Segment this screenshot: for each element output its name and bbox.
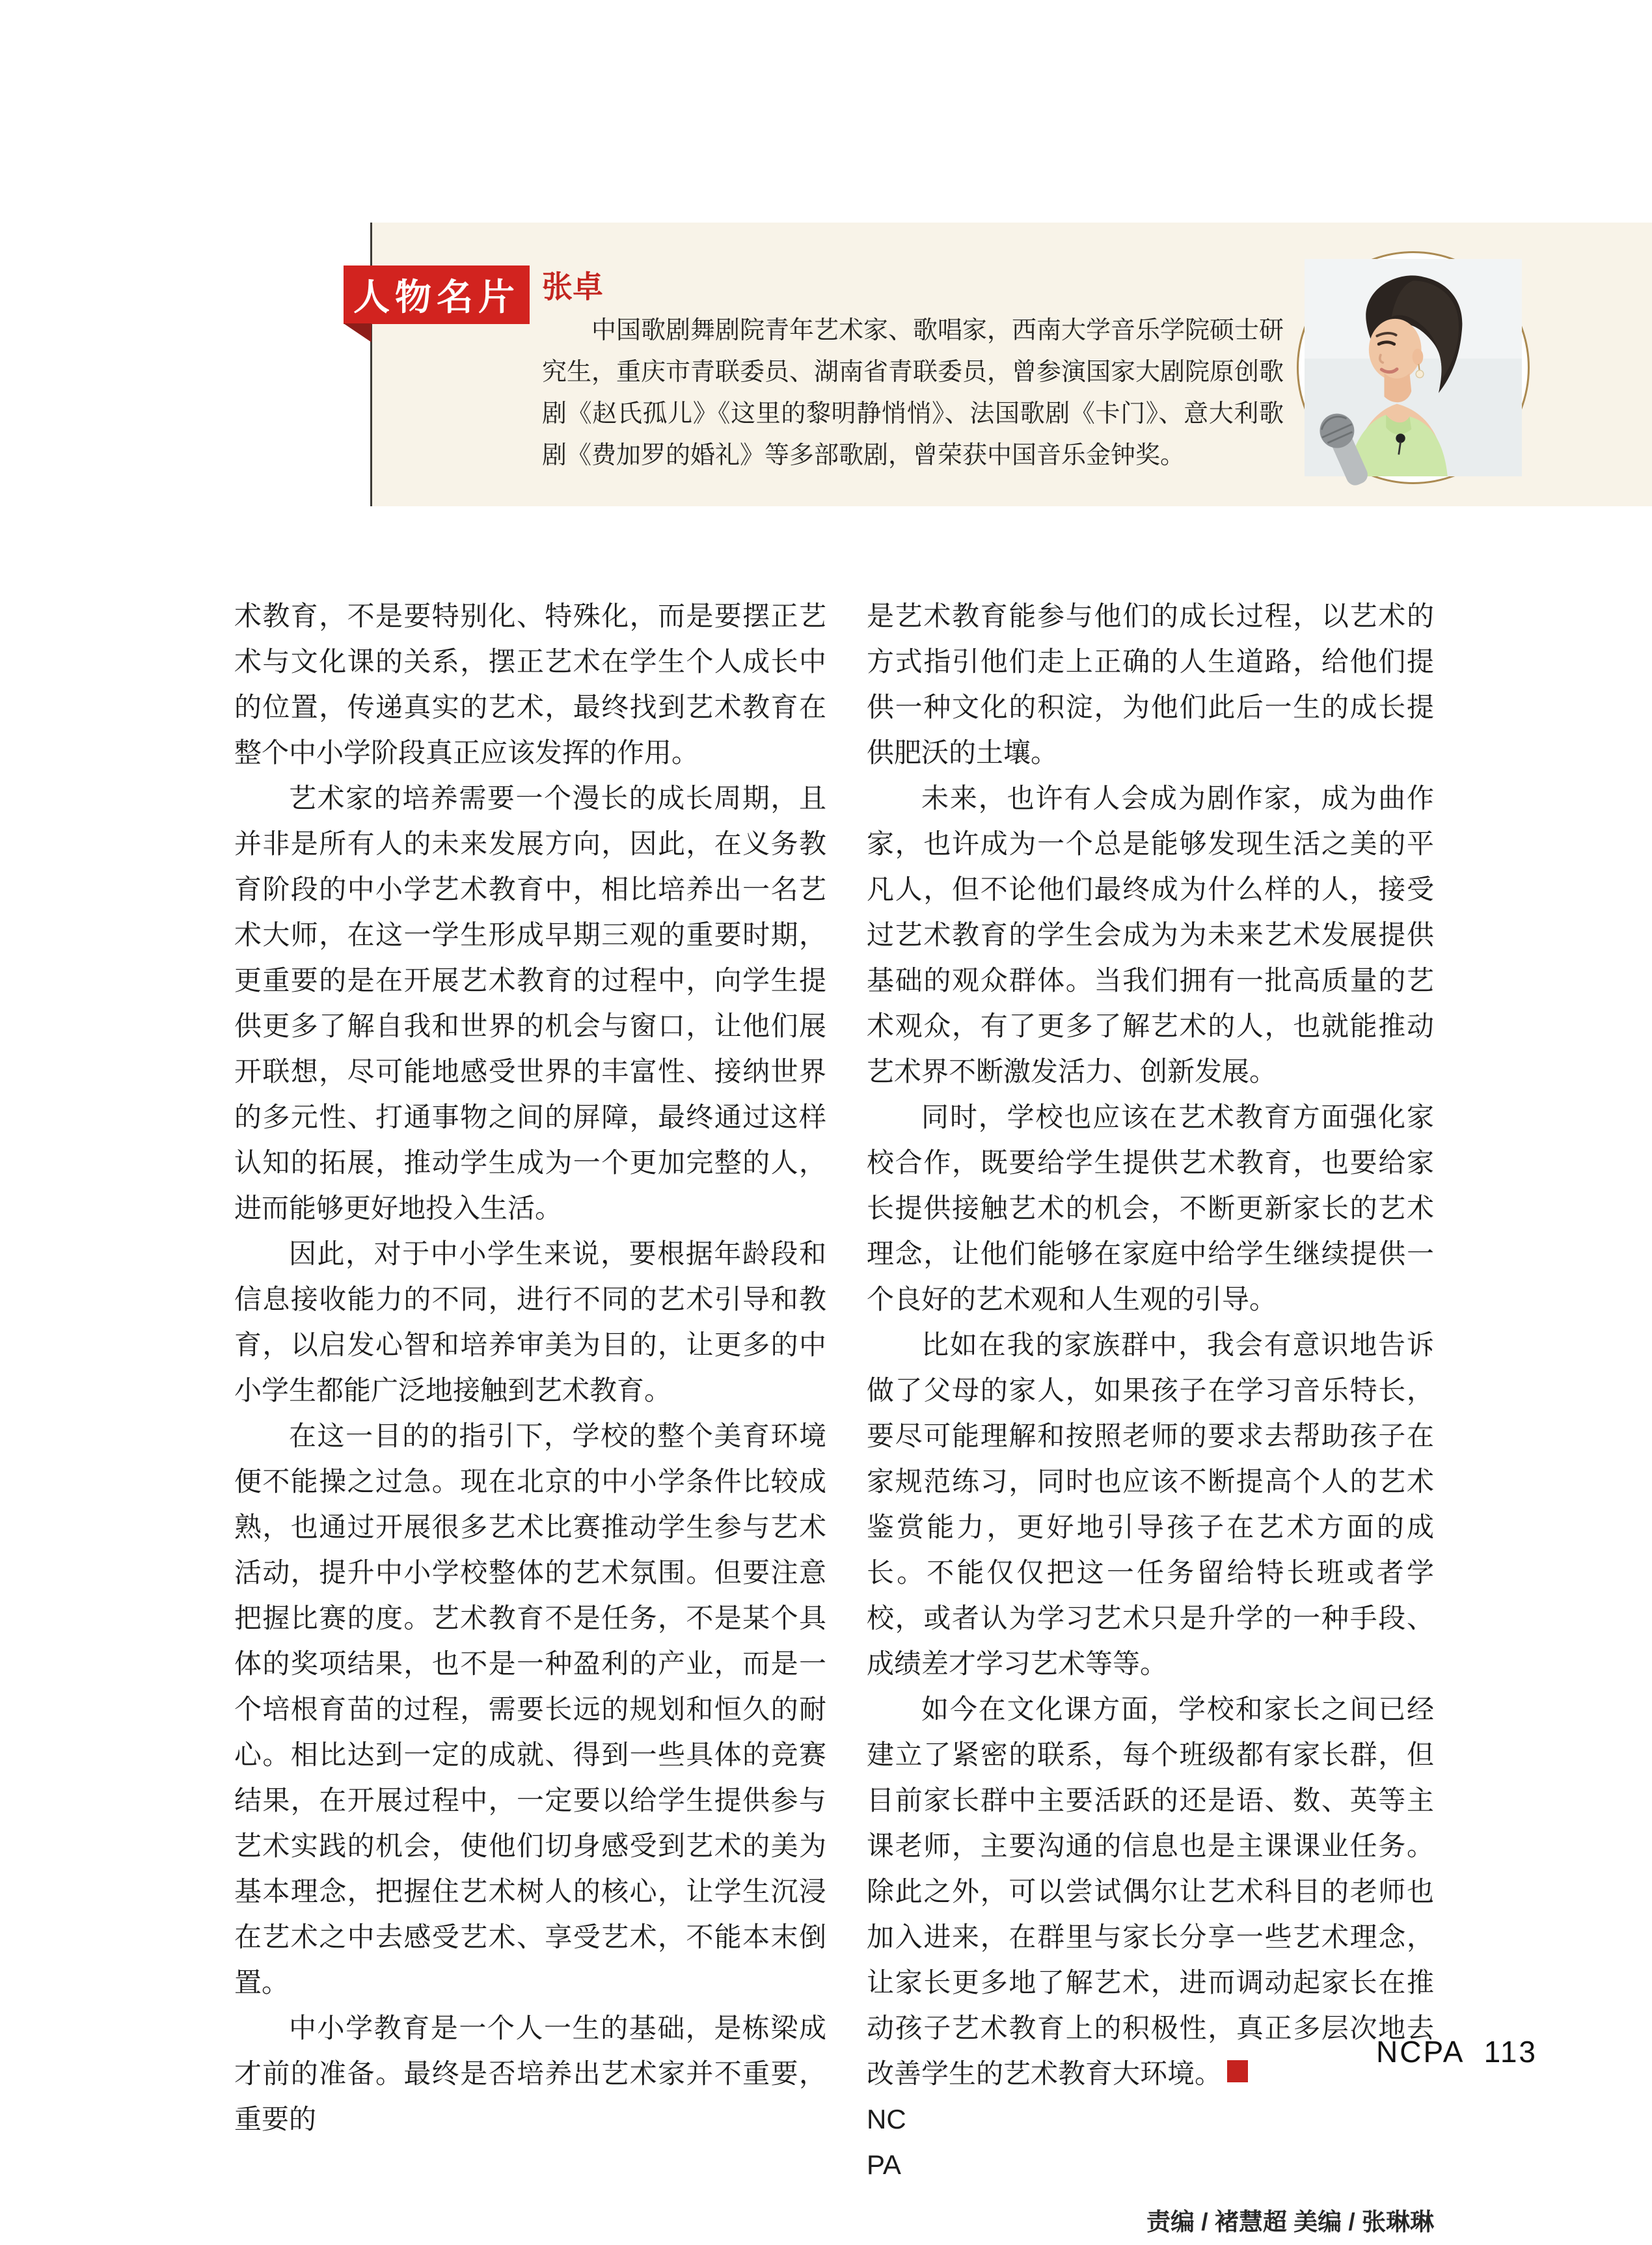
profile-photo-frame	[1297, 251, 1530, 484]
paragraph: 术教育，不是要特别化、特殊化，而是要摆正艺术与文化课的关系，摆正艺术在学生个人成长中的位置，传递真实的艺术，最终找到艺术教育在整个中小学阶段真正应该发挥的作用。	[234, 601, 826, 768]
portrait-illustration	[1305, 259, 1522, 476]
ribbon-label: 人物名片	[353, 277, 520, 318]
profile-card-ribbon	[344, 265, 530, 324]
ncpa-end-mark-icon	[1227, 2060, 1248, 2082]
paragraph-text: 如今在文化课方面，学校和家长之间已经建立了紧密的联系，每个班级都有家长群，但目前家长群中主要活跃的还是语、数、英等主课老师，主要沟通的信息也是主课课业任务。除此之外，可以尝试偶尔让艺术科目的老师也加入进来，在群里与家长分享一些艺术理念，让家长更多地了解艺术，进而调动起家长在推动孩子艺术教育上的积极性，真正多层次地去改善学生的艺术教育大环境。	[867, 1694, 1434, 2089]
profile-bio: 中国歌剧舞剧院青年艺术家、歌唱家，西南大学音乐学院硕士研究生，重庆市青联委员、湖南省青联委员，曾参演国家大剧院原创歌剧《赵氏孤儿》《这里的黎明静悄悄》、法国歌剧《卡门》、意大利歌剧《费加罗的婚礼》等多部歌剧，曾荣获中国音乐金钟奖。	[542, 317, 1284, 469]
paragraph: 因此，对于中小学生来说，要根据年龄段和信息接收能力的不同，进行不同的艺术引导和教育，以启发心智和培养审美为目的，让更多的中小学生都能广泛地接触到艺术教育。	[234, 1238, 826, 1406]
profile-photo	[1305, 259, 1522, 476]
paragraph: 艺术家的培养需要一个漫长的成长周期，且并非是所有人的未来发展方向，因此，在义务教育阶段的中小学艺术教育中，相比培养出一名艺术大师，在这一学生形成早期三观的重要时期，更重要的是在开展艺术教育的过程中，向学生提供更多了解自我和世界的机会与窗口，让他们展开联想，尽可能地感受世界的丰富性、接纳世界的多元性、打通事物之间的屏障，最终通过这样认知的拓展，推动学生成为一个更加完整的人，进而能够更好地投入生活。	[234, 783, 826, 1223]
paragraph	[867, 1687, 1434, 2097]
paragraph: 未来，也许有人会成为剧作家，成为曲作家，也许成为一个总是能够发现生活之美的平凡人，但不论他们最终成为什么样的人，接受过艺术教育的学生会成为为未来艺术发展提供基础的观众群体。当我们拥有一批高质量的艺术观众，有了更多了解艺术的人，也就能推动艺术界不断激发活力、创新发展。	[867, 783, 1434, 1087]
paragraph: 同时，学校也应该在艺术教育方面强化家校合作，既要给学生提供艺术教育，也要给家长提供接触艺术的机会，不断更新家长的艺术理念，让他们能够在家庭中给学生继续提供一个良好的艺术观和人生观的引导。	[867, 1102, 1434, 1314]
page-number: NCPA 113	[1376, 2035, 1537, 2069]
paragraph: 在这一目的的指引下，学校的整个美育环境便不能操之过急。现在北京的中小学条件比较成熟，也通过开展很多艺术比赛推动学生参与艺术活动，提升中小学校整体的艺术氛围。但要注意把握比赛的度。艺术教育不是任务，不是某个具体的奖项结果，也不是一种盈利的产业，而是一个培根育苗的过程，需要长远的规划和恒久的耐心。相比达到一定的成就、得到一些具体的竞赛结果，在开展过程中，一定要以给学生提供参与艺术实践的机会，使他们切身感受到艺术的美为基本理念，把握住艺术树人的核心，让学生沉浸在艺术之中去感受艺术、享受艺术，不能本末倒置。	[234, 1421, 826, 1998]
profile-name: 张卓	[542, 271, 603, 305]
paragraph: 比如在我的家族群中，我会有意识地告诉做了父母的家人，如果孩子在学习音乐特长，要尽可能理解和按照老师的要求去帮助孩子在家规范练习，同时也应该不断提高个人的艺术鉴赏能力，更好地引导孩子在艺术方面的成长。不能仅仅把这一任务留给特长班或者学校，或者认为学习艺术只是升学的一种手段、成绩差才学习艺术等等。	[867, 1329, 1434, 1679]
ribbon-fold	[344, 323, 372, 342]
article-left-column	[234, 593, 826, 2142]
editor-credits: 责编 / 褚慧超 美编 / 张琳琳	[1146, 2209, 1434, 2235]
article-right-column: 是艺术教育能参与他们的成长过程，以艺术的方式指引他们走上正确的人生道路，给他们提供一种文化的积淀，为他们此后一生的成长提供肥沃的土壤。 未来，也许有人会成为剧作家，成为曲作家，也许成为一个总是能够发现生活之美的平凡人，但不论他们最终成为什么样的人，接受过艺术教育的学生会成为为未来艺术发展提供基础的观众群体。当我们拥有一批高质量的艺术观众，有了更多了解艺术的人，也就能推动艺术界不断激发活力、创新发展。 同时，学校也应该在艺术教育方面强化家校合作，既要给学生提供艺术教育，也要给家长提供接触艺术的机会，不断更新家长的艺术理念，让他们能够在家庭中给学生继续提供一个良好的艺术观和人生观的引导。 比如在我的家族群中，我会有意识地告诉做了父母的家人，如果孩子在学习音乐特长，要尽可能理解和按照老师的要求去帮助孩子在家规范练习，同时也应该不断提高个人的艺术鉴赏能力，更好地引导孩子在艺术方面的成长。不能仅仅把这一任务留给特长班或者学校，或者认为学习艺术只是升学的一种手段、成绩差才学习艺术等等。 如今在文化课方面，学校和家长之间已经建立了紧密的联系，每个班级都有家长群，但目前家长群中主要活跃的还是语、数、英等主课老师，主要沟通的信息也是主课课业任务。除此之外，可以尝试偶尔让艺术科目的老师也加入进来，在群里与家长分享一些艺术理念，让家长更多地了解艺术，进而调动起家长在推动孩子艺术教育上的积极性，真正多层次地去改善学生的艺术教育大环境。 NC PA 责编 / 褚慧超 美编 / 张琳琳	[867, 593, 1434, 2245]
paragraph: 中小学教育是一个人一生的基础，是栋梁成才前的准备。最终是否培养出艺术家并不重要，重要的	[234, 2013, 826, 2134]
paragraph: 是艺术教育能参与他们的成长过程，以艺术的方式指引他们走上正确的人生道路，给他们提供一种文化的积淀，为他们此后一生的成长提供肥沃的土壤。	[867, 601, 1434, 768]
